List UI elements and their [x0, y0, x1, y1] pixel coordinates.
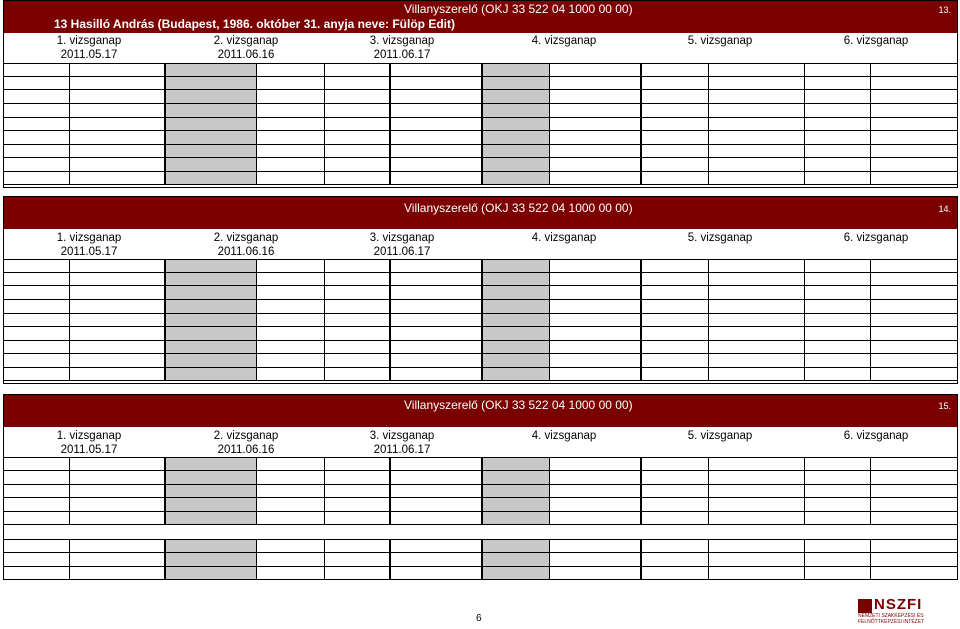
exam-day-2 [206, 34, 286, 62]
column-divider [389, 457, 391, 525]
nszfi-logo [858, 596, 938, 625]
exam-day-label: 3. vizsganap [369, 35, 435, 47]
grid-row [4, 552, 957, 553]
exam-day-label: 2. vizsganap [213, 232, 279, 244]
exam-day-date: 2011.05.17 [60, 49, 118, 61]
column-divider [164, 539, 166, 579]
exam-day-label: 1. vizsganap [56, 35, 122, 47]
logo-subtitle: NEMZETI SZAKKÉPZÉSI ÉS FELNŐTTKÉPZÉSI INTÉZET [858, 613, 925, 625]
exam-day-label: 4. vizsganap [531, 232, 597, 244]
column-divider [481, 259, 483, 381]
title-text: Villanyszerelő (OKJ 33 522 04 1000 00 00) [404, 398, 633, 412]
title-text: Villanyszerelő (OKJ 33 522 04 1000 00 00) [404, 201, 633, 215]
grid-row [4, 63, 957, 64]
column-divider [69, 259, 70, 381]
grid-row [4, 511, 957, 512]
column-divider [164, 457, 166, 525]
column-divider [549, 457, 550, 525]
exam-day-4 [524, 429, 604, 443]
grid-row [4, 313, 957, 314]
column-divider [870, 63, 871, 185]
exam-day-2 [206, 429, 286, 457]
column-divider [708, 539, 709, 579]
grid-row [4, 171, 957, 172]
exam-day-1 [49, 429, 129, 457]
exam-day-6 [836, 231, 916, 245]
column-divider [324, 63, 325, 185]
person-line: 13 Hasilló András (Budapest, 1986. október 31. anyja neve: Fülöp Edit) [54, 17, 455, 31]
grid-row [4, 272, 957, 273]
exam-day-date: 2011.05.17 [60, 246, 118, 258]
exam-day-4 [524, 34, 604, 48]
column-divider [69, 539, 70, 579]
column-divider [256, 63, 257, 185]
grid-row [4, 566, 957, 567]
column-divider [804, 63, 805, 185]
title-bar [4, 1, 957, 33]
grid-row [4, 457, 957, 458]
shaded-column [164, 63, 256, 185]
shaded-column [481, 539, 549, 579]
exam-day-1 [49, 231, 129, 259]
shaded-column [164, 539, 256, 579]
title-text: Villanyszerelő (OKJ 33 522 04 1000 00 00) [404, 2, 633, 16]
grade-grid-upper [4, 457, 957, 525]
exam-day-3 [362, 231, 442, 259]
exam-day-label: 1. vizsganap [56, 430, 122, 442]
exam-day-5 [680, 231, 760, 245]
exam-day-6 [836, 34, 916, 48]
page-number: 13. [938, 5, 951, 15]
column-divider [708, 259, 709, 381]
column-divider [804, 539, 805, 579]
shaded-column [481, 63, 549, 185]
exam-day-label: 3. vizsganap [369, 232, 435, 244]
column-divider [640, 457, 642, 525]
grid-row [4, 117, 957, 118]
column-divider [804, 259, 805, 381]
column-divider [389, 539, 391, 579]
grid-row [4, 184, 957, 185]
exam-day-label: 2. vizsganap [213, 430, 279, 442]
column-divider [870, 539, 871, 579]
page-number: 14. [938, 204, 951, 214]
shaded-column [481, 259, 549, 381]
grid-row [4, 353, 957, 354]
exam-sheet-14 [3, 196, 958, 384]
column-divider [256, 457, 257, 525]
exam-day-date: 2011.06.17 [373, 246, 431, 258]
exam-day-label: 4. vizsganap [531, 35, 597, 47]
exam-day-label: 5. vizsganap [687, 430, 753, 442]
column-divider [870, 259, 871, 381]
grid-row [4, 367, 957, 368]
grid-row [4, 157, 957, 158]
column-divider [481, 63, 483, 185]
title-bar [4, 197, 957, 229]
exam-day-date: 2011.06.16 [217, 444, 275, 456]
exam-day-date: 2011.06.16 [217, 246, 275, 258]
column-divider [549, 259, 550, 381]
grid-row [4, 524, 957, 525]
grid-row [4, 259, 957, 260]
column-divider [549, 63, 550, 185]
exam-day-2 [206, 231, 286, 259]
exam-day-label: 2. vizsganap [213, 35, 279, 47]
exam-day-label: 6. vizsganap [843, 430, 909, 442]
column-divider [389, 63, 391, 185]
exam-day-date: 2011.06.17 [373, 49, 431, 61]
exam-day-date: 2011.05.17 [60, 444, 118, 456]
column-divider [549, 539, 550, 579]
grid-row [4, 340, 957, 341]
logo-mark-icon [858, 599, 872, 613]
column-divider [256, 539, 257, 579]
grid-row [4, 380, 957, 381]
exam-day-6 [836, 429, 916, 443]
page-number: 15. [938, 401, 951, 411]
exam-day-date: 2011.06.16 [217, 49, 275, 61]
grid-row [4, 326, 957, 327]
column-divider [481, 457, 483, 525]
column-divider [164, 259, 166, 381]
exam-day-3 [362, 429, 442, 457]
column-divider [708, 63, 709, 185]
grid-row [4, 484, 957, 485]
exam-sheet-15 [3, 394, 958, 580]
exam-day-3 [362, 34, 442, 62]
exam-day-label: 5. vizsganap [687, 232, 753, 244]
column-divider [481, 539, 483, 579]
exam-day-date: 2011.06.17 [373, 444, 431, 456]
title-bar [4, 395, 957, 427]
shaded-column [164, 259, 256, 381]
exam-day-label: 6. vizsganap [843, 35, 909, 47]
column-divider [708, 457, 709, 525]
grade-grid-lower [4, 539, 957, 579]
column-divider [69, 63, 70, 185]
grid-row [4, 299, 957, 300]
grid-row [4, 89, 957, 90]
grid-row [4, 539, 957, 540]
column-divider [804, 457, 805, 525]
exam-day-1 [49, 34, 129, 62]
column-divider [640, 539, 642, 579]
column-divider [256, 259, 257, 381]
exam-day-label: 1. vizsganap [56, 232, 122, 244]
column-divider [324, 457, 325, 525]
exam-day-label: 3. vizsganap [369, 430, 435, 442]
column-divider [640, 63, 642, 185]
grid-row [4, 130, 957, 131]
column-divider [69, 457, 70, 525]
grid-row [4, 285, 957, 286]
column-divider [870, 457, 871, 525]
grid-row [4, 103, 957, 104]
grid-row [4, 497, 957, 498]
grade-grid [4, 259, 957, 381]
exam-day-label: 4. vizsganap [531, 430, 597, 442]
column-divider [640, 259, 642, 381]
logo-text: NSZFI [874, 596, 923, 613]
exam-day-4 [524, 231, 604, 245]
shaded-column [164, 457, 256, 525]
column-divider [164, 63, 166, 185]
exam-day-label: 5. vizsganap [687, 35, 753, 47]
grade-grid [4, 63, 957, 185]
column-divider [324, 539, 325, 579]
exam-sheet-13 [3, 0, 958, 188]
exam-day-5 [680, 34, 760, 48]
shaded-column [481, 457, 549, 525]
grid-row [4, 470, 957, 471]
grid-row [4, 76, 957, 77]
column-divider [324, 259, 325, 381]
grid-row [4, 144, 957, 145]
exam-day-5 [680, 429, 760, 443]
footer-page-number: 6 [476, 613, 482, 624]
exam-day-label: 6. vizsganap [843, 232, 909, 244]
column-divider [389, 259, 391, 381]
